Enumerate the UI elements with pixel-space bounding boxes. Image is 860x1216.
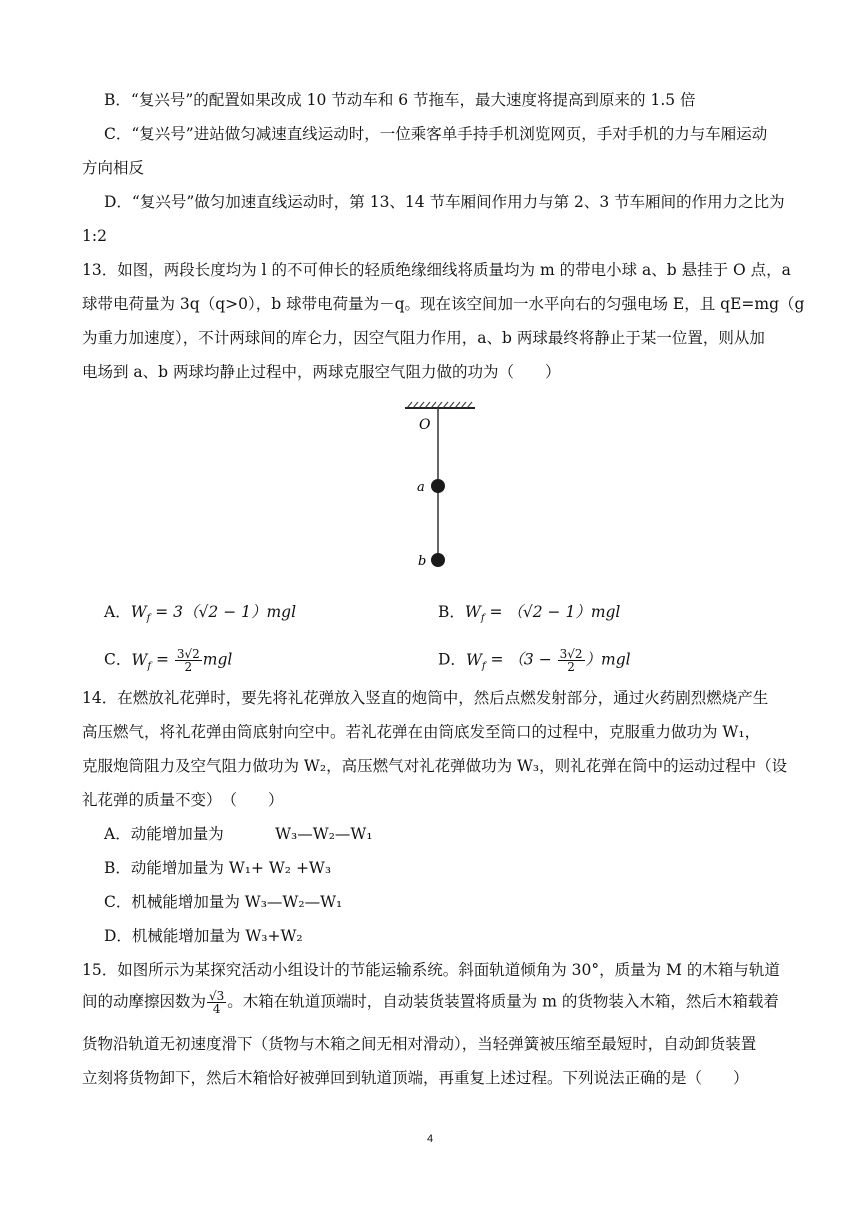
label-b: b [418, 554, 427, 569]
q13-option-c [104, 648, 232, 674]
option-tail: mgl [202, 650, 233, 669]
q14-option-d: D．机械能增加量为 W₃+W₂ [104, 927, 303, 945]
option-sub: f [147, 660, 152, 672]
q15-stem-line4: 立刻将货物卸下，然后木箱恰好被弹回到轨道顶端，再重复上述过程。下列说法正确的是（ ） [82, 1069, 749, 1087]
option-sub: f [480, 613, 485, 625]
q12-option-c-line2: 方向相反 [82, 159, 145, 177]
option-rhs: = （√2 − 1）mgl [484, 603, 621, 621]
q13-stem-line3: 为重力加速度），不计两球间的库仑力，因空气阻力作用，a、b 两球最终将静止于某一位置，则从加 [82, 329, 765, 347]
option-lhs: W [131, 650, 148, 669]
q14-stem-line3: 克服炮筒阻力及空气阻力做功为 W₂，高压燃气对礼花弹做功为 W₃，则礼花弹在筒中的运动过程中（设 [82, 757, 788, 775]
option-sub: f [146, 613, 151, 625]
option-eq: = （3 − [485, 650, 557, 669]
page-number: 4 [426, 1133, 434, 1145]
label-a: a [417, 480, 425, 495]
fraction-numerator: √3 [209, 989, 225, 1003]
option-rhs: = 3（√2 − 1）mgl [150, 603, 297, 621]
q14-stem-line1: 14．在燃放礼花弹时，要先将礼花弹放入竖直的炮筒中，然后点燃发射部分，通过火药剧烈燃烧产生 [82, 689, 769, 707]
q12-option-b: B．“复兴号”的配置如果改成 10 节动车和 6 节拖车，最大速度将提高到原来的 1.5 倍 [104, 91, 696, 109]
q15-stem-line2-prefix: 间的动摩擦因数为 [82, 992, 207, 1011]
q13-option-d [438, 648, 631, 674]
q13-option-a [104, 602, 296, 629]
option-eq: = [151, 650, 174, 669]
option-label: B． [438, 603, 465, 621]
fraction-denominator: 2 [567, 660, 575, 674]
q12-option-d-line1: D．“复兴号”做匀加速直线运动时，第 13、14 节车厢间作用力与第 2、3 节车厢间的作用力之比为 [104, 193, 785, 211]
q15-stem-line2-suffix: 。木箱在轨道顶端时，自动装货装置将质量为 m 的货物装入木箱，然后木箱载着 [227, 992, 779, 1011]
option-label: A． [104, 603, 131, 621]
option-lhs: W [465, 650, 482, 669]
friction-coefficient-fraction [207, 990, 226, 1015]
option-tail: ）mgl [585, 650, 631, 669]
q13-stem-line4: 电场到 a、b 两球均静止过程中，两球克服空气阻力做的功为（ ） [82, 363, 561, 381]
fraction [175, 648, 202, 673]
label-o: O [419, 417, 431, 433]
option-lhs: W [464, 603, 481, 621]
q15-stem-line3: 货物沿轨道无初速度滑下（货物与木箱之间无相对滑动），当轻弹簧被压缩至最短时，自动卸货装置 [82, 1035, 757, 1053]
q14-option-b: B．动能增加量为 W₁+ W₂ +W₃ [104, 859, 332, 877]
q15-stem-line2 [82, 990, 779, 1020]
q12-option-d-line2: 1:2 [82, 227, 107, 245]
q13-stem-line1: 13．如图，两段长度均为 l 的不可伸长的轻质绝缘细线将质量均为 m 的带电小球 a、b 悬挂于 O 点，a [82, 261, 791, 279]
q14-stem-line2: 高压燃气，将礼花弹由筒底射向空中。若礼花弹在由筒底发至筒口的过程中，克服重力做功为 W₁， [82, 723, 761, 741]
fraction-numerator: 3√2 [559, 647, 583, 661]
q14-stem-line4: 礼花弹的质量不变） （ ） [82, 791, 284, 809]
option-sub: f [481, 660, 486, 672]
option-lhs: W [130, 603, 147, 621]
q12-option-c-line1: C．“复兴号”进站做匀减速直线运动时，一位乘客单手持手机浏览网页，手对手机的力与车厢运动 [104, 125, 768, 143]
q15-stem-line1: 15．如图所示为某探究活动小组设计的节能运输系统。斜面轨道倾角为 30°，质量为 M 的木箱与轨道 [82, 961, 780, 979]
fraction-denominator: 4 [212, 1002, 221, 1016]
q13-stem-line2: 球带电荷量为 3q（q>0），b 球带电荷量为－q。现在该空间加一水平向右的匀强电场 E，且 qE=mg（g [82, 295, 805, 313]
fraction-denominator: 2 [184, 660, 193, 674]
q14-option-a: A．动能增加量为 W₃—W₂—W₁ [104, 825, 373, 843]
fraction [558, 648, 585, 673]
option-label: C． [104, 650, 132, 669]
option-label: D． [438, 650, 466, 669]
q13-option-b [438, 602, 620, 629]
q14-option-c: C．机械能增加量为 W₃—W₂—W₁ [104, 893, 343, 911]
q13-figure-pendulum [395, 398, 485, 578]
fraction-numerator: 3√2 [176, 647, 200, 661]
